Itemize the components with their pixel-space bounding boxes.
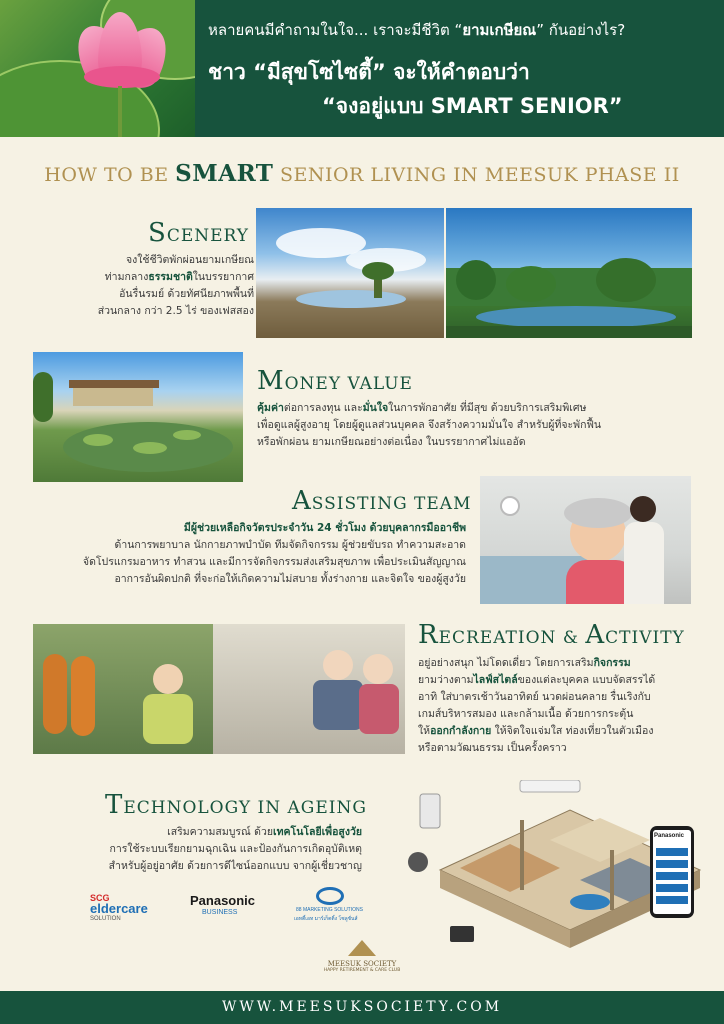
assisting-text: มีผู้ช่วยเหลือกิจวัตรประจำวัน 24 ชั่วโมง ด้วยบุคลากรมืออาชีพ ด้านการพยาบาล นักกายภาพบำบัด ทีมจัดกิจกรรม ผู้ช่วยขับรถ ทำความสะอาด จัดโปรแกรมอาหาร ทำสวน และมีการจัดกิจกรรมส่งเสริมสุขภาพ เพื่อประเมินสัญญาณ อาการอันผิดปกติ ที่จะก่อให้เกิดความไม่สบาย ทั้งร่างกาย และจิตใจ ของผู้สูงวัย <box>82 522 466 585</box>
money-photo-lily-pond <box>33 352 243 482</box>
recreation-photo-activities <box>33 624 405 754</box>
header-banner <box>0 0 724 137</box>
panasonic-business-logo: Panasonic BUSINESS <box>190 893 256 916</box>
header-question: หลายคนมีคำถามในใจ... เราจะมีชีวิต “ยามเกษียณ” กันอย่างไร? <box>208 21 626 39</box>
money-text: คุ้มค่าต่อการลงทุน และมั่นใจในการพักอาศัย ที่มีสุข ด้วยบริการเสริมพิเศษ เพื่อดูแลผู้สูงอายุ โดยผู้ดูแลส่วนบุคคล จึงสร้างความมั่นใจ สำหรับผู้ที่จะพักฟื้น หรือพักผ่อน ยามเกษียณอย่างต่อเนื่อง ในบรรยากาศไม่แออัด <box>257 402 602 448</box>
section-title-technology: TECHNOLOGY IN AGEING <box>105 790 367 820</box>
phone-brand-label: Panasonic <box>653 830 691 844</box>
technology-text: เสริมความสมบูรณ์ ด้วยเทคโนโลยีเพื่อสูงวัย การใช้ระบบเรียกยามฉุกเฉิน และป้องกันการเกิดอุบัติเหตุ สำหรับผู้อยู่อาศัย ด้วยการดีไซน์ออกแบบ จากผู้เชี่ยวชาญ <box>108 826 362 872</box>
lotus-photo <box>0 0 195 137</box>
scg-eldercare-logo: SCG eldercare SOLUTION <box>90 893 148 922</box>
header-answer-slogan: “จงอยู่แบบ SMART SENIOR” <box>322 94 623 118</box>
smartphone-app-mockup <box>650 826 694 918</box>
section-title-scenery: SCENERY <box>148 218 250 248</box>
marketing-solutions-logo: 88 MARKETING SOLUTIONS เอทตี้เอท มาร์เก็ตติ้ง โซลูชั่นส์ <box>286 887 376 923</box>
website-link[interactable]: WWW.MEESUKSOCIETY.COM <box>221 999 503 1015</box>
footer-bar <box>0 991 724 1024</box>
meesuk-society-logo: MEESUK SOCIETY HAPPY RETIREMENT & CARE CLUB <box>312 940 412 984</box>
header-answer-intro: ชาว “มีสุขโซไซตี้” จะให้คำตอบว่า <box>208 60 530 84</box>
section-title-recreation-activity: RECREATION & ACTIVITY <box>418 620 685 650</box>
recreation-text: อยู่อย่างสนุก ไม่โดดเดี่ยว โดยการเสริมกิจกรรม ยามว่างตามไลฟ์สไตล์ของแต่ละบุคคล แบบจัดสรรได้ อาทิ ใส่บาตรเช้าวันอาทิตย์ นวดผ่อนคลาย รื่นเริงกับ เกมส์บริหารสมอง และกล้ามเนื้อ ด้วยการกระตุ้น ให้ออกกำลังกาย ให้จิตใจแจ่มใส ท่องเที่ยวในตัวเมือง หรือตามวัฒนธรรม เป็นครั้งคราว <box>418 657 656 754</box>
scenery-text: จงใช้ชีวิตพักผ่อนยามเกษียณ ท่ามกลางธรรมชาติในบรรยากาศ อันรื่นรมย์ ด้วยทัศนียภาพพื้นที่ ส่วนกลาง กว่า 2.5 ไร่ ของเฟสสอง <box>97 254 254 317</box>
section-title-money-value: MONEY VALUE <box>257 366 413 396</box>
scenery-photo-pond <box>256 208 444 338</box>
scenery-photo-garden <box>446 208 692 338</box>
page-title: HOW TO BE SMART SENIOR LIVING IN MEESUK PHASE II <box>44 160 680 187</box>
assisting-photo-caregiver <box>480 476 691 604</box>
section-title-assisting-team: ASSISTING TEAM <box>292 486 472 516</box>
